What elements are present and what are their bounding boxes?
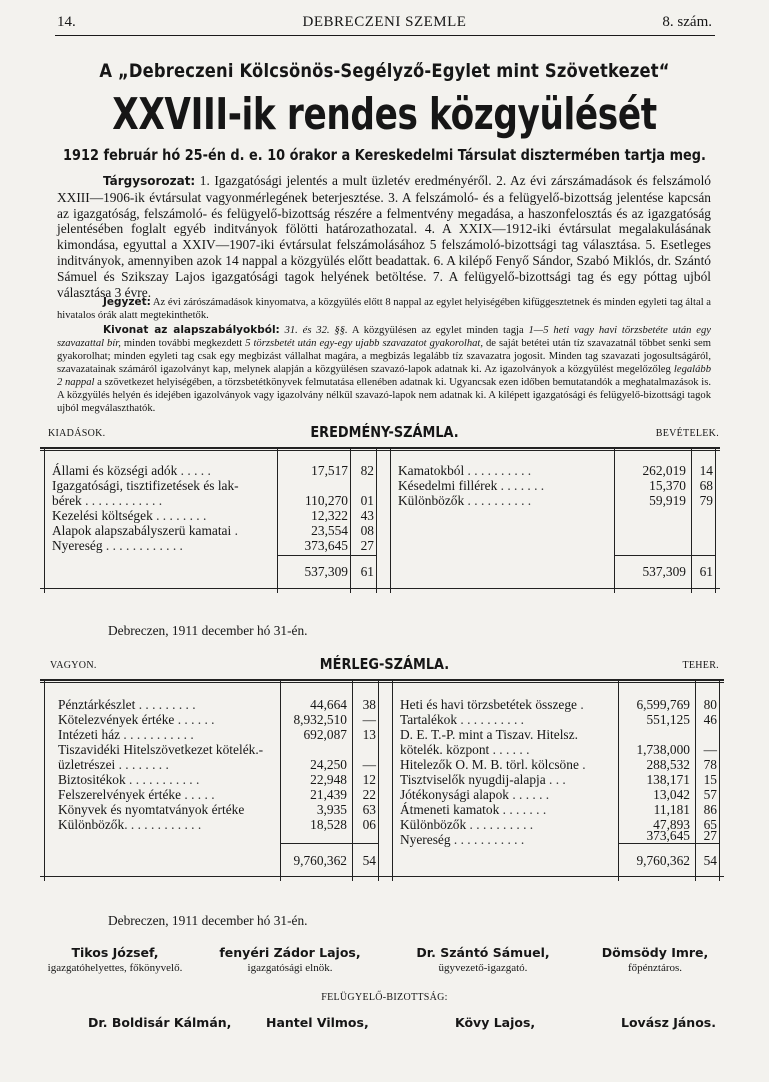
- balance-right-amount: 11,181: [653, 802, 690, 817]
- balance-right-cents: 80: [703, 697, 717, 712]
- result-col-line: [350, 448, 351, 593]
- title-society: A „Debreczeni Kölcsönös-Segélyző-Egylet mint Szövetkezet“: [99, 60, 670, 82]
- result-left-cents: 08: [360, 523, 374, 538]
- result-left-amount: 110,270: [304, 493, 348, 508]
- balance-col-line: [44, 681, 45, 881]
- balance-left-amount: 44,664: [310, 697, 347, 712]
- result-left-row: Igazgatósági, tisztifizetések és lak-: [52, 478, 239, 493]
- agenda-text: 1. Igazgatósági jelentés a mult üzletév eredményéről. 2. Az évi zárszámadások és felszámoló XXIII—1906-ik évtársulat vagyonmérlegének beterjesztése. 3. A felszámoló- és a felügyelő-bizottság jelentése kapcsán az igazgatóság, felszámoló- és felügyelő-bizottság részére a felmentvény megadása, a haszonfelosztás és az igazgatóság jelentésében foglalt egyéb inditványok fölötti határozathozatal. 4. A XXIX—1912-iki évtársulat megalakulásának kimondása, egyuttal a XXIV—1907-iki évtársulat felszámolásához 5 felszámoló-bizottsági tag választása. 5. Esetleges inditványok, amennyiben azok 14 nappal a közgyülés előtt beadattak. 6. A kilépő Fenyő Sándor, Szabó Miklós, dr. Szántó Sámuel és Szikszay Lajos igazgatósági tagok helyének betöltése. 7. A felügyelő-bizottsági tag és egy póttag ujból választása 3 évre.: [57, 173, 711, 300]
- result-right-total: 537,309: [642, 564, 686, 579]
- balance-top-rule-2: [40, 682, 724, 683]
- result-col-line: [277, 448, 278, 593]
- result-left-amount: 12,322: [311, 508, 348, 523]
- result-left-amount: 23,554: [311, 523, 348, 538]
- balance-right-amount: 1,738,000: [636, 742, 690, 757]
- balance-right-row: Tartalékok . . . . . . . . . .: [400, 712, 525, 727]
- result-col-line: [390, 448, 391, 593]
- balance-sheet-title: MÉRLEG-SZÁMLA.: [319, 655, 450, 673]
- balance-right-cents: 46: [703, 712, 717, 727]
- result-right-amount: 59,919: [649, 493, 686, 508]
- balance-right-label: TEHER.: [682, 660, 719, 671]
- title-date: 1912 február hó 25-én d. e. 10 órakor a Kereskedelmi Társulat disztermében tartja meg.: [63, 146, 706, 164]
- excerpt-rule-1: 1—5 heti vagy havi törzsbetéte után egy szavazattal bír,: [57, 325, 712, 349]
- balance-right-cents: —: [703, 742, 717, 757]
- signature-block: [25, 945, 205, 974]
- balance-left-amount: 21,439: [310, 787, 347, 802]
- balance-right-cents: 15: [703, 772, 717, 787]
- balance-top-rule: [40, 679, 724, 681]
- note-paragraph: [57, 296, 711, 322]
- excerpt-rule-2: 5 törzsbetét után egy-egy ujabb szavazatot gyakorolhat,: [245, 338, 484, 349]
- balance-left-total: 9,760,362: [293, 853, 347, 868]
- balance-right-amount: 6,599,769: [636, 697, 690, 712]
- result-bottom-rule: [40, 588, 720, 589]
- excerpt-text-2: minden további megkezdett: [120, 338, 246, 349]
- note-text: Az évi zárószámadások kinyomatva, a közgyülés előtt 8 nappal az egylet helyiségében kifüggesztetnek és minden egyleti tag által a hivatalos órák alatt megtekinthetők.: [57, 297, 711, 321]
- balance-left-amount: 22,948: [310, 772, 347, 787]
- title-meeting: XXVIII-ik rendes közgyülését: [112, 89, 657, 140]
- balance-left-total-cents: 54: [362, 853, 376, 868]
- balance-left-row: Könyvek és nyomtatványok értéke: [58, 802, 245, 817]
- balance-right-cents: 57: [703, 787, 717, 802]
- result-sum-rule: [614, 555, 715, 556]
- result-col-line: [691, 448, 692, 593]
- result-left-cents: 43: [360, 508, 374, 523]
- balance-col-line: [378, 681, 379, 881]
- balance-left-row: Pénztárkészlet . . . . . . . . .: [58, 697, 196, 712]
- result-left-total: 537,309: [304, 564, 348, 579]
- signatory-title: ügyvezető-igazgató.: [438, 962, 528, 974]
- result-right-amount: 262,019: [642, 463, 686, 478]
- balance-left-label: VAGYON.: [50, 660, 97, 671]
- result-left-row: Állami és községi adók . . . . .: [52, 463, 211, 478]
- agenda-label: Tárgysorozat:: [103, 174, 196, 188]
- balance-left-cents: 06: [362, 817, 376, 832]
- header-rule: [55, 35, 715, 36]
- result-right-cents: 14: [699, 463, 713, 478]
- balance-left-row: Tiszavidéki Hitelszövetkezet kötelék.-: [58, 742, 264, 757]
- result-left-amount: 373,645: [304, 538, 348, 553]
- balance-sum-rule: [618, 843, 719, 844]
- balance-left-amount: 692,087: [303, 727, 347, 742]
- result-top-rule: [40, 447, 720, 449]
- result-left-label: KIADÁSOK.: [48, 428, 106, 439]
- signatory-title: igazgatóhelyettes, főkönyvelő.: [47, 962, 183, 974]
- result-date: Debreczen, 1911 december hó 31-én.: [108, 623, 308, 638]
- supervisory-member: Kövy Lajos,: [455, 1015, 536, 1030]
- balance-right-row: Nyereség . . . . . . . . . . .: [400, 832, 525, 847]
- page-number: 14.: [57, 14, 76, 30]
- signatory-title: főpénztáros.: [627, 962, 683, 974]
- result-col-line: [44, 448, 45, 593]
- result-left-amount: 17,517: [311, 463, 348, 478]
- balance-col-line: [392, 681, 393, 881]
- signatory-name: Tikos József,: [71, 945, 159, 960]
- excerpt-text-1: A közgyülésen az egylet minden tagja: [347, 325, 529, 336]
- balance-right-row: Heti és havi törzsbetétek összege .: [400, 697, 584, 712]
- result-left-row: Alapok alapszabályszerü kamatai .: [52, 523, 238, 538]
- result-right-cents: 68: [699, 478, 713, 493]
- excerpt-rule-3: legalább 2 nappal: [57, 364, 711, 388]
- result-left-row: Kezelési költségek . . . . . . . .: [52, 508, 207, 523]
- signature-block: [393, 945, 573, 974]
- result-right-total-cents: 61: [699, 564, 713, 579]
- result-left-total-cents: 61: [360, 564, 374, 579]
- balance-left-cents: —: [362, 757, 376, 772]
- signatory-name: fenyéri Zádor Lajos,: [219, 945, 361, 960]
- balance-right-amount: 288,532: [646, 757, 690, 772]
- balance-left-row: Felszerelvények értéke . . . . .: [58, 787, 215, 802]
- signatory-title: igazgatósági elnök.: [247, 962, 333, 974]
- result-top-rule-2: [40, 450, 720, 451]
- result-right-amount: 15,370: [649, 478, 686, 493]
- balance-right-amount: 373,645: [646, 828, 690, 843]
- balance-right-row: Jótékonysági alapok . . . . . .: [400, 787, 550, 802]
- result-col-line: [614, 448, 615, 593]
- signature-block: [200, 945, 380, 974]
- balance-right-total: 9,760,362: [636, 853, 690, 868]
- result-left-cents: 27: [360, 538, 374, 553]
- excerpt-text-4: a szövetkezet helyiségében, a törzsbetétkönyvek felmutatása ellenében adatnak ki. Ugyancsak ezen időben bemutatandók a meghatalmazások is. A közgyülés helyén és idejében igazolványok vagy igazolvány nélkül szavazó-lapok nem adatnak ki. A kilépett igazgatósági és felügyelő-bizottsági tagok ujból megválaszthatók.: [57, 377, 711, 414]
- balance-right-cents: 78: [703, 757, 717, 772]
- signature-block: [565, 945, 745, 974]
- supervisory-member: Dr. Boldisár Kálmán,: [88, 1015, 232, 1030]
- balance-left-row: Intézeti ház . . . . . . . . . . .: [58, 727, 194, 742]
- balance-left-row: Biztositékok . . . . . . . . . . .: [58, 772, 200, 787]
- signatory-name: Dr. Szántó Sámuel,: [416, 945, 550, 960]
- balance-left-cents: 12: [362, 772, 376, 787]
- balance-left-cents: —: [362, 712, 376, 727]
- supervisory-member: Lovász János.: [621, 1015, 716, 1030]
- balance-col-line: [695, 681, 696, 881]
- balance-col-line: [618, 681, 619, 881]
- result-right-row: Késedelmi fillérek . . . . . . .: [398, 478, 545, 493]
- balance-right-row: Átmeneti kamatok . . . . . . .: [400, 802, 547, 817]
- result-account-title: EREDMÉNY-SZÁMLA.: [310, 423, 459, 441]
- supervisory-board-label: FELÜGYELŐ-BIZOTTSÁG:: [321, 992, 448, 1003]
- balance-left-amount: 18,528: [310, 817, 347, 832]
- supervisory-member: Hantel Vilmos,: [266, 1015, 369, 1030]
- balance-right-amount: 13,042: [653, 787, 690, 802]
- result-left-row: Nyereség . . . . . . . . . . . .: [52, 538, 183, 553]
- balance-right-cents: 65: [703, 817, 717, 832]
- balance-left-cents: 13: [362, 727, 376, 742]
- balance-right-total-cents: 54: [703, 853, 717, 868]
- balance-left-row: Különbözők. . . . . . . . . . . .: [58, 817, 202, 832]
- balance-right-amount: 551,125: [646, 712, 690, 727]
- balance-sum-rule: [280, 843, 378, 844]
- result-left-cents: 01: [360, 493, 374, 508]
- result-left-row: bérek . . . . . . . . . . . .: [52, 493, 163, 508]
- balance-left-cents: 22: [362, 787, 376, 802]
- result-col-line: [715, 448, 716, 593]
- signatory-name: Dömsödy Imre,: [601, 945, 709, 960]
- balance-right-row: D. E. T.-P. mint a Tiszav. Hitelsz.: [400, 727, 578, 742]
- balance-left-amount: 24,250: [310, 757, 347, 772]
- balance-col-line: [719, 681, 720, 881]
- note-label: Jegyzet:: [103, 296, 151, 308]
- result-left-cents: 82: [360, 463, 374, 478]
- balance-left-amount: 3,935: [316, 802, 347, 817]
- result-right-label: BEVÉTELEK.: [655, 428, 719, 439]
- balance-right-row: Tisztviselők nyugdij-alapja . . .: [400, 772, 566, 787]
- result-right-row: Különbözők . . . . . . . . . .: [398, 493, 532, 508]
- issue-number: 8. szám.: [662, 14, 712, 30]
- balance-left-cents: 63: [362, 802, 376, 817]
- excerpt-text-3: de saját betétei után tíz szavazatnál többet senki sem gyakorolhat; minden egyleti tag csak egy megbizást vállalhat magára, a megbizás legalább tíz szavazatra jogosit. Minden tag szavazati jogosultságáról, szavazatainak számáról igazolványt kap, melynek alapján a közgyülésen szavazó-lapok adatnak ki. Az igazolványok a közgyülést megelőzőleg: [57, 338, 711, 375]
- balance-right-row: Különbözők . . . . . . . . . .: [400, 817, 534, 832]
- balance-bottom-rule: [40, 876, 724, 877]
- balance-date: Debreczen, 1911 december hó 31-én.: [108, 913, 308, 928]
- balance-col-line: [352, 681, 353, 881]
- excerpt-paragraph: [57, 324, 711, 415]
- agenda-paragraph: [57, 173, 711, 300]
- balance-right-cents: 27: [703, 828, 717, 843]
- result-right-cents: 79: [699, 493, 713, 508]
- balance-left-row: üzletrészei . . . . . . . .: [58, 757, 169, 772]
- excerpt-ref: 31. és 32. §§.: [279, 325, 348, 336]
- balance-right-cents: 86: [703, 802, 717, 817]
- balance-right-row: kötelék. központ . . . . . .: [400, 742, 530, 757]
- balance-right-row: Hitelezők O. M. B. törl. kölcsöne .: [400, 757, 586, 772]
- balance-left-cents: 38: [362, 697, 376, 712]
- balance-left-row: Kötelezvények értéke . . . . . .: [58, 712, 215, 727]
- balance-col-line: [280, 681, 281, 881]
- result-sum-rule: [277, 555, 377, 556]
- balance-right-amount: 47,893: [653, 817, 690, 832]
- balance-right-amount: 138,171: [646, 772, 690, 787]
- journal-title: DEBRECZENI SZEMLE: [302, 14, 467, 30]
- result-right-row: Kamatokból . . . . . . . . . .: [398, 463, 532, 478]
- excerpt-label: Kivonat az alapszabályokból:: [103, 324, 280, 336]
- balance-left-amount: 8,932,510: [293, 712, 347, 727]
- result-col-line: [376, 448, 377, 593]
